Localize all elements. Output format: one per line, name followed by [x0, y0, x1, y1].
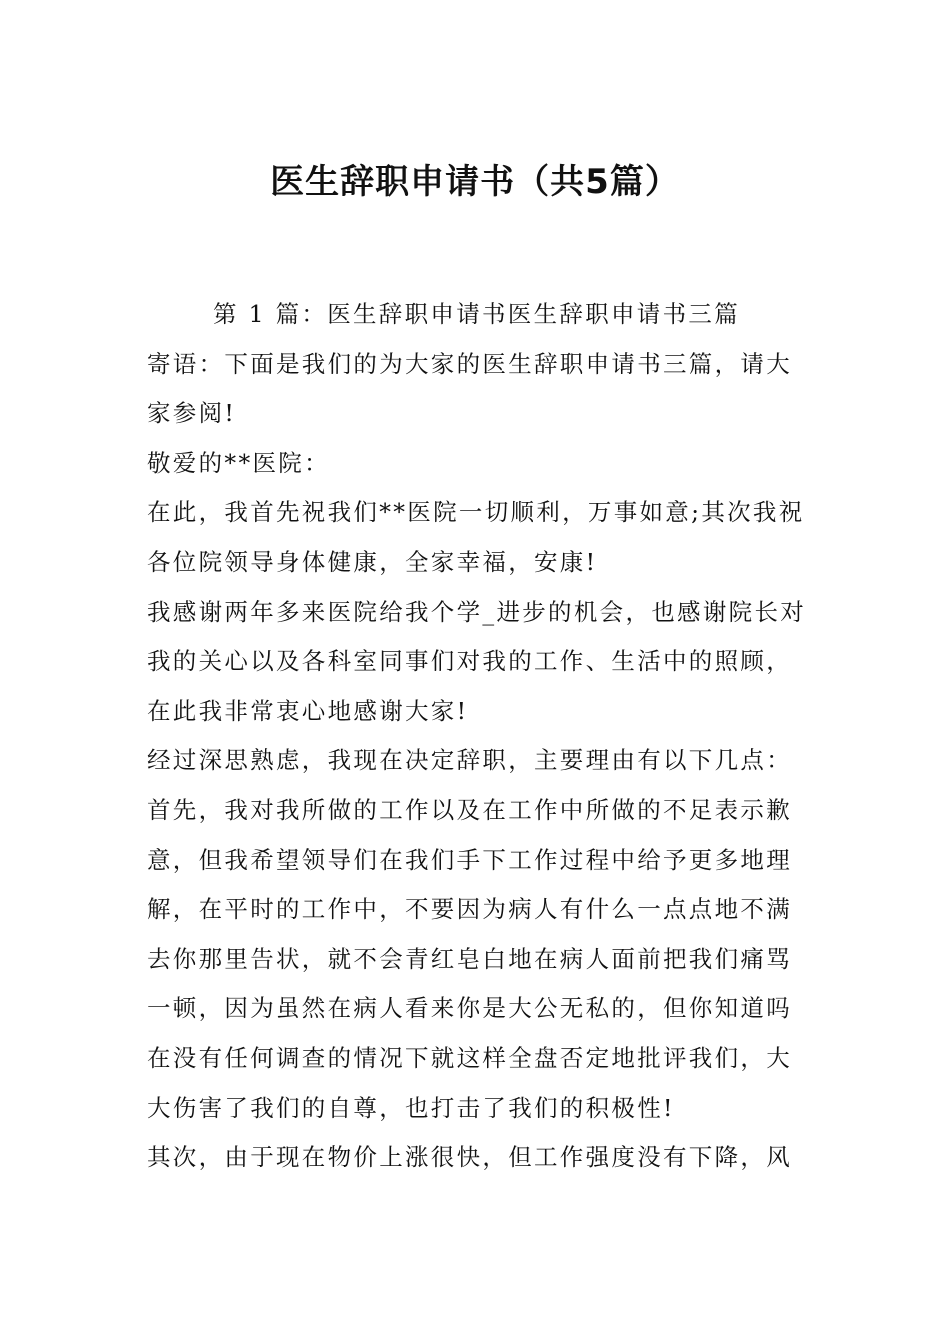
paragraph-decision: 经过深思熟虑，我现在决定辞职，主要理由有以下几点： — [147, 746, 792, 775]
paragraph-salutation: 敬爱的**医院： — [147, 448, 330, 477]
paragraph-greeting: 在此，我首先祝我们**医院一切顺利，万事如意;其次我祝各位院领导身体健康，全家幸福，安康! — [147, 498, 805, 576]
paragraph-thanks: 我感谢两年多来医院给我个学_进步的机会，也感谢院长对我的关心以及各科室同事们对我的工作、生活中的照顾，在此我非常衷心地感谢大家! — [147, 597, 807, 725]
paragraph-chapter-heading: 第 1 篇：医生辞职申请书医生辞职申请书三篇 — [213, 300, 740, 328]
document-body — [147, 290, 807, 1183]
paragraph-reason-first: 首先，我对我所做的工作以及在工作中所做的不足表示歉意，但我希望领导们在我们手下工作过程中给予更多地理解，在平时的工作中，不要因为病人有什么一点点地不满去你那里告状，就不会青红皂白地在病人面前把我们痛骂一顿，因为虽然在病人看来你是大公无私的，但你知道吗在没有任何调查的情况下就这样全盘否定地批评我们，大大伤害了我们的自尊，也打击了我们的积极性! — [147, 795, 792, 1122]
paragraph-foreword: 寄语：下面是我们的为大家的医生辞职申请书三篇，请大家参阅! — [147, 349, 792, 428]
document-title: 医生辞职申请书（共5篇） — [270, 162, 680, 202]
paragraph-reason-second: 其次，由于现在物价上涨很快，但工作强度没有下降，风 — [147, 1143, 792, 1172]
